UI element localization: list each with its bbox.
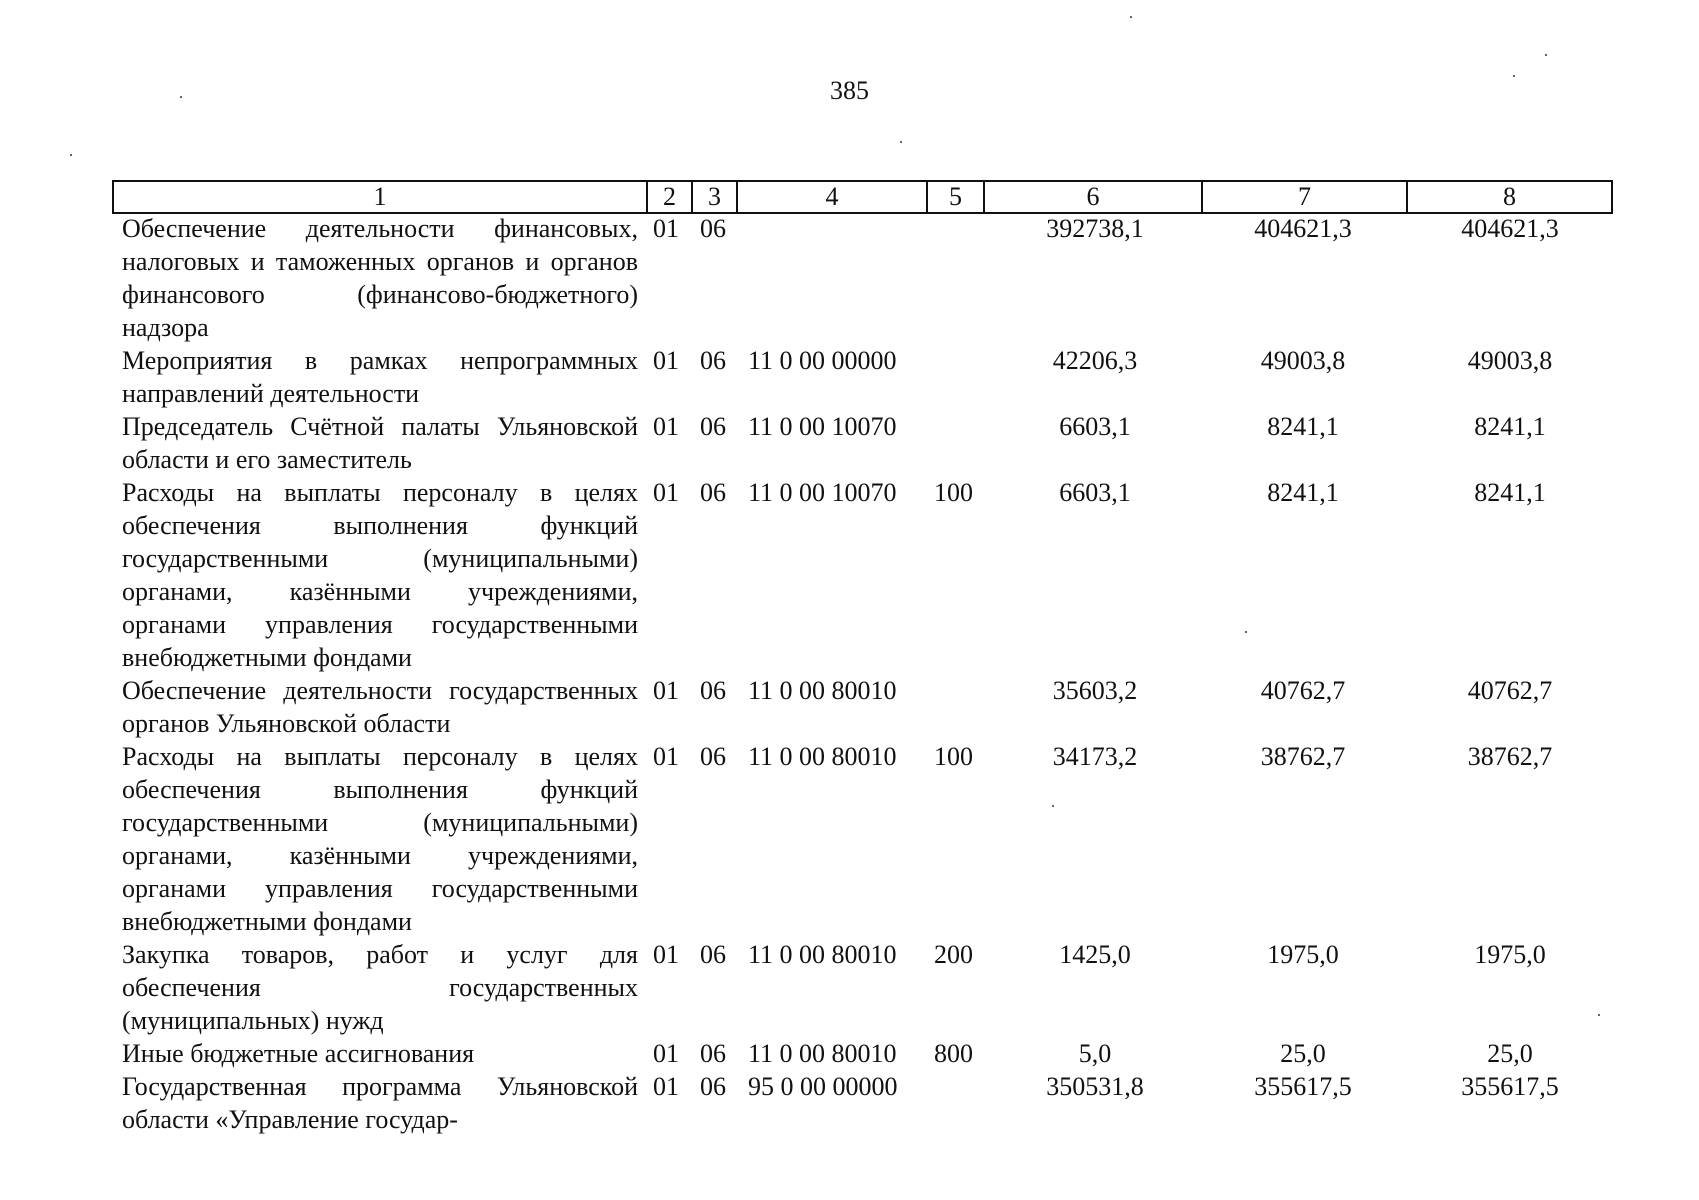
row-target-code: 11 0 00 10070 xyxy=(748,478,897,507)
row-description: Председатель Счётной палаты Ульяновской области и его заместитель xyxy=(122,412,638,474)
row-section: 01 xyxy=(653,412,679,441)
row-value-6: 350531,8 xyxy=(1046,1072,1144,1101)
header-col-2: 2 xyxy=(647,181,692,213)
row-description: Мероприятия в рамках непрограммных направлений деятельности xyxy=(122,346,638,408)
row-value-7: 38762,7 xyxy=(1260,742,1346,771)
row-value-8: 40762,7 xyxy=(1467,676,1553,705)
row-value-7: 40762,7 xyxy=(1260,676,1346,705)
row-description: Расходы на выплаты персоналу в целях обеспечения выполнения функций государственными (муниципальными) органами, казёнными учреждениями, органами управления государственными внебюджетными фондами xyxy=(122,478,638,672)
row-description: Обеспечение деятельности государственных органов Ульяновской области xyxy=(122,676,638,738)
row-value-7: 49003,8 xyxy=(1260,346,1346,375)
row-target-code: 11 0 00 80010 xyxy=(748,1039,897,1068)
row-target-code: 11 0 00 10070 xyxy=(748,412,897,441)
row-value-7: 1975,0 xyxy=(1267,940,1339,969)
scan-speck xyxy=(1513,75,1515,77)
header-col-3: 3 xyxy=(692,181,737,213)
scan-speck xyxy=(70,154,72,156)
row-subsection: 06 xyxy=(700,676,726,705)
row-value-7: 404621,3 xyxy=(1254,214,1352,243)
row-target-code: 11 0 00 80010 xyxy=(748,676,897,705)
row-subsection: 06 xyxy=(700,346,726,375)
row-expense-type: 100 xyxy=(934,478,973,507)
row-value-6: 392738,1 xyxy=(1046,214,1144,243)
row-description: Расходы на выплаты персоналу в целях обеспечения выполнения функций государственными (муниципальными) органами, казёнными учреждениями, органами управления государственными внебюджетными фондами xyxy=(122,742,638,936)
scan-speck xyxy=(1245,631,1247,633)
row-value-6: 5,0 xyxy=(1078,1039,1112,1068)
row-description: Обеспечение деятельности финансовых, налоговых и таможенных органов и органов финансового (финансово-бюджетного) надзора xyxy=(122,214,638,342)
row-expense-type: 100 xyxy=(934,742,973,771)
row-value-6: 42206,3 xyxy=(1052,346,1138,375)
row-description: Иные бюджетные ассигнования xyxy=(122,1039,475,1068)
row-value-6: 1425,0 xyxy=(1059,940,1131,969)
row-value-7: 25,0 xyxy=(1280,1039,1326,1068)
header-col-8: 8 xyxy=(1407,181,1612,213)
row-section: 01 xyxy=(653,1039,679,1068)
row-subsection: 06 xyxy=(700,940,726,969)
scan-speck xyxy=(1130,16,1132,18)
row-section: 01 xyxy=(653,742,679,771)
row-value-8: 8241,1 xyxy=(1474,412,1546,441)
header-col-4: 4 xyxy=(737,181,927,213)
row-value-8: 38762,7 xyxy=(1467,742,1553,771)
row-value-8: 1975,0 xyxy=(1474,940,1546,969)
row-value-7: 8241,1 xyxy=(1267,412,1339,441)
row-target-code: 95 0 00 00000 xyxy=(748,1072,898,1101)
header-col-6: 6 xyxy=(984,181,1202,213)
row-value-8: 8241,1 xyxy=(1474,478,1546,507)
row-section: 01 xyxy=(653,346,679,375)
row-value-8: 49003,8 xyxy=(1467,346,1553,375)
row-value-8: 25,0 xyxy=(1487,1039,1533,1068)
row-section: 01 xyxy=(653,676,679,705)
row-subsection: 06 xyxy=(700,412,726,441)
row-value-6: 34173,2 xyxy=(1052,742,1138,771)
scan-speck xyxy=(1598,1014,1600,1016)
scan-speck xyxy=(900,141,902,143)
row-subsection: 06 xyxy=(700,1072,726,1101)
row-section: 01 xyxy=(653,214,679,243)
row-subsection: 06 xyxy=(700,1039,726,1068)
row-value-7: 355617,5 xyxy=(1254,1072,1352,1101)
row-target-code: 11 0 00 80010 xyxy=(748,742,897,771)
scan-speck xyxy=(180,96,182,98)
header-col-7: 7 xyxy=(1202,181,1407,213)
header-col-5: 5 xyxy=(927,181,984,213)
scan-speck xyxy=(1052,805,1054,807)
row-subsection: 06 xyxy=(700,742,726,771)
row-value-8: 355617,5 xyxy=(1461,1072,1559,1101)
row-section: 01 xyxy=(653,478,679,507)
row-section: 01 xyxy=(653,940,679,969)
row-expense-type: 200 xyxy=(934,940,973,969)
row-target-code: 11 0 00 00000 xyxy=(748,346,897,375)
row-value-6: 6603,1 xyxy=(1059,478,1131,507)
row-description: Закупка товаров, работ и услуг для обеспечения государственных (муниципальных) нужд xyxy=(122,940,638,1035)
row-subsection: 06 xyxy=(700,214,726,243)
row-value-6: 6603,1 xyxy=(1059,412,1131,441)
row-section: 01 xyxy=(653,1072,679,1101)
row-description: Государственная программа Ульяновской области «Управление государ- xyxy=(122,1072,638,1134)
table-header xyxy=(112,180,1613,214)
row-expense-type: 800 xyxy=(934,1039,973,1068)
row-value-6: 35603,2 xyxy=(1052,676,1138,705)
row-value-7: 8241,1 xyxy=(1267,478,1339,507)
page-number: 385 xyxy=(830,76,869,105)
scan-speck xyxy=(1545,54,1547,56)
row-value-8: 404621,3 xyxy=(1461,214,1559,243)
header-col-1: 1 xyxy=(113,181,647,213)
row-target-code: 11 0 00 80010 xyxy=(748,940,897,969)
row-subsection: 06 xyxy=(700,478,726,507)
